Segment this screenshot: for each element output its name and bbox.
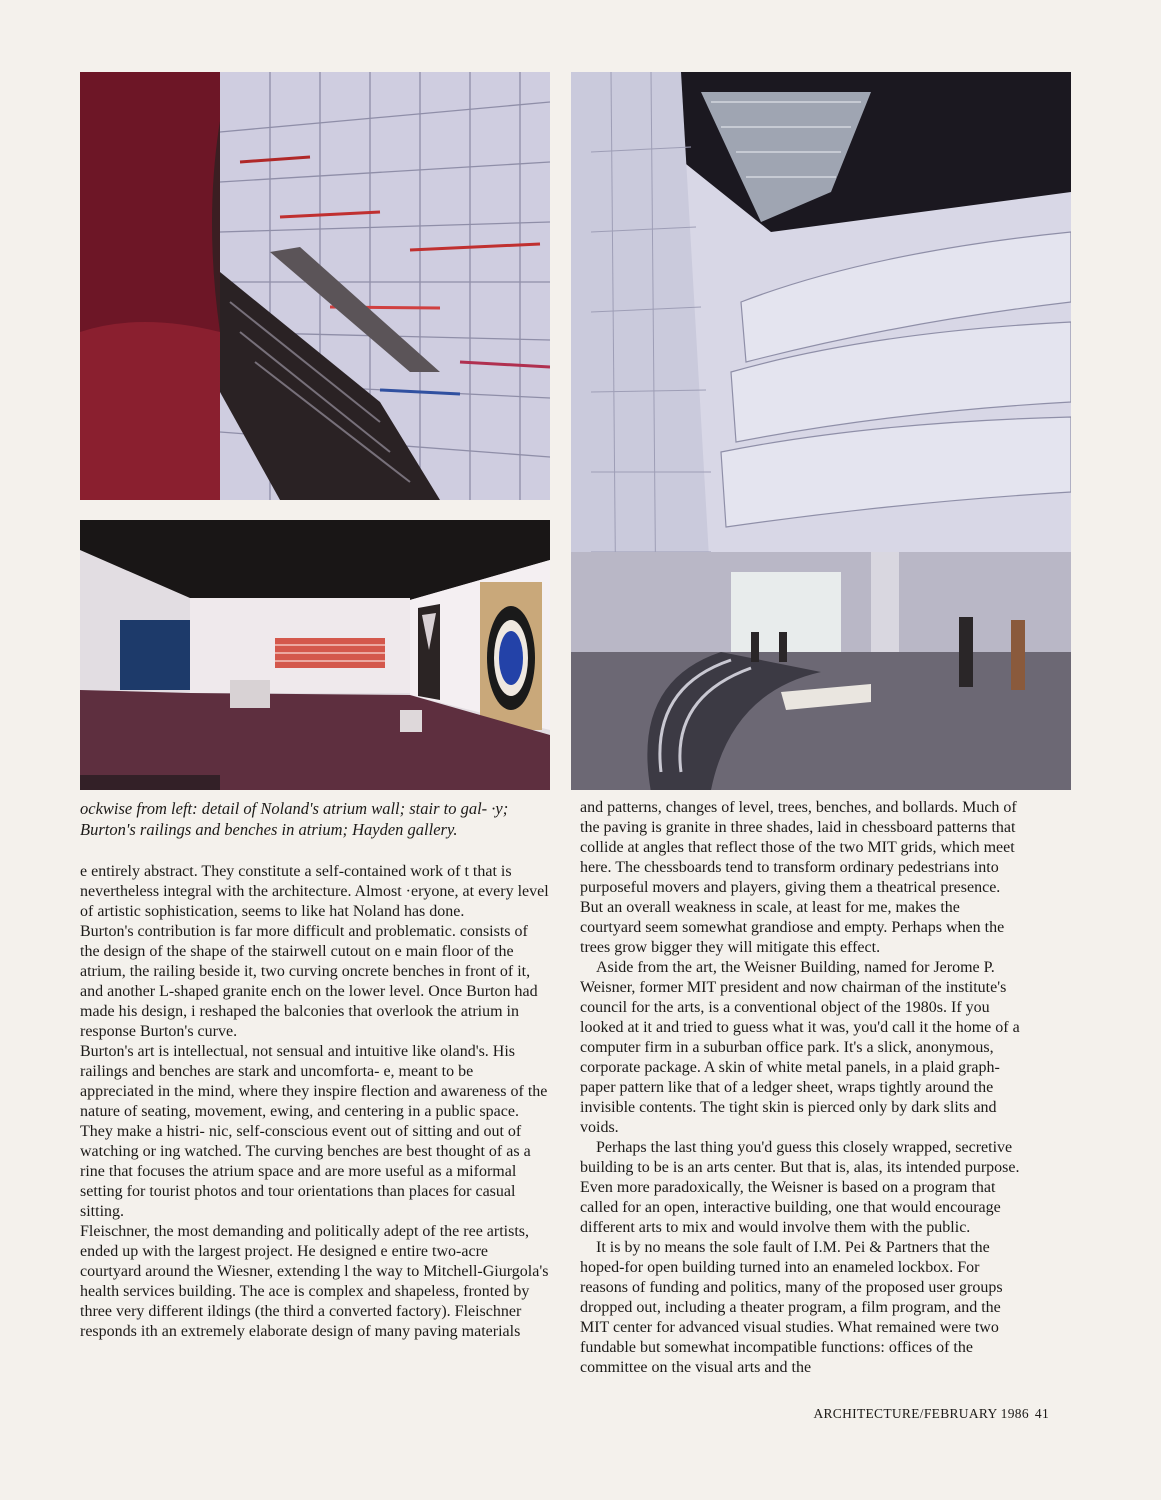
paragraph: and patterns, changes of level, trees, benches, and bollards. Much of the paving is granite in three shades, laid in chessboard patterns that collide at angles that reflect those of the two MIT grids, which meet here. The chessboards tend to transform ordinary pedestrians into purposeful movers and players, giving them a theatrical presence. But an overall weakness in scale, at least for me, makes the courtyard seem somewhat grandiose and empty. Perhaps when the trees grow bigger they will mitigate this effect. [580,799,1017,956]
article-column-right [580,798,1020,1378]
photo-caption: ockwise from left: detail of Noland's atrium wall; stair to gal- ·y; Burton's railings and benches in atrium; Hayden gallery. [80,799,509,839]
page-folio [807,1406,1049,1422]
paragraph: e entirely abstract. They constitute a self-contained work of t that is nevertheless integral with the architecture. Almost ·eryone, at every level of artistic sophistication, seems to like hat Noland has done. [80,863,549,920]
paragraph: Burton's contribution is far more difficult and problematic. consists of the design of the shape of the stairwell cutout on e main floor of the atrium, the railing beside it, two curving oncrete benches in front of it, and another L-shaped granite ench on the lower level. Once Burton had made his design, i reshaped the balconies that overlook the atrium in response Burton's curve. [80,923,538,1040]
paragraph: It is by no means the sole fault of I.M. Pei & Partners that the hoped-for open building turned into an enameled lockbox. For reasons of funding and politics, many of the proposed user groups dropped out, including a theater program, a film program, and the MIT center for advanced visual studies. What remained were two fundable but somewhat incompatible functions: offices of the committee on the visual arts and the [580,1239,1003,1376]
magazine-issue: ARCHITECTURE/FEBRUARY 1986 [813,1406,1029,1421]
photo-hayden-gallery [80,520,550,790]
photo-atrium-railings-benches [571,72,1071,790]
paragraph: Burton's art is intellectual, not sensual and intuitive like oland's. His railings and benches are stark and uncomforta- e, meant to be appreciated in the mind, where they inspire flection and awareness of the nature of seating, movement, ewing, and centering in a public space. They make a histri- nic, self-conscious event out of sitting and out of watching or ing watched. The curving benches are best thought of as a rine that focuses the atrium space and are more useful as a miformal setting for tourist photos and tour orientations than places for casual sitting. [80,1043,548,1220]
paragraph: Aside from the art, the Weisner Building, named for Jerome P. Weisner, former MIT president and now chairman of the institute's council for the arts, is a conventional object of the 1980s. If you looked at it and tried to guess what it was, you'd call it the home of a computer firm in a suburban office park. It's a slick, anonymous, corporate package. A skin of white metal panels, in a plaid graph-paper pattern like that of a ledger sheet, wraps tightly around the invisible contents. The tight skin is pierced only by dark slits and voids. [580,959,1020,1136]
paragraph: Fleischner, the most demanding and politically adept of the ree artists, ended up with the largest project. He designed e entire two-acre courtyard around the Wiesner, extending l the way to Mitchell-Giurgola's health services building. The ace is complex and shapeless, fronted by three very different ildings (the third a converted factory). Fleischner responds ith an extremely elaborate design of many paving materials [80,1223,549,1340]
paragraph: Perhaps the last thing you'd guess this closely wrapped, secretive building to be is an arts center. But that is, alas, its intended purpose. Even more paradoxically, the Weisner is based on a program that called for an open, interactive building, one that would encourage different arts to mix and would involve them with the public. [580,1139,1020,1236]
article-column-left [80,862,550,1342]
page-number: 41 [1034,1406,1049,1421]
photo-noland-atrium-wall [80,72,550,500]
